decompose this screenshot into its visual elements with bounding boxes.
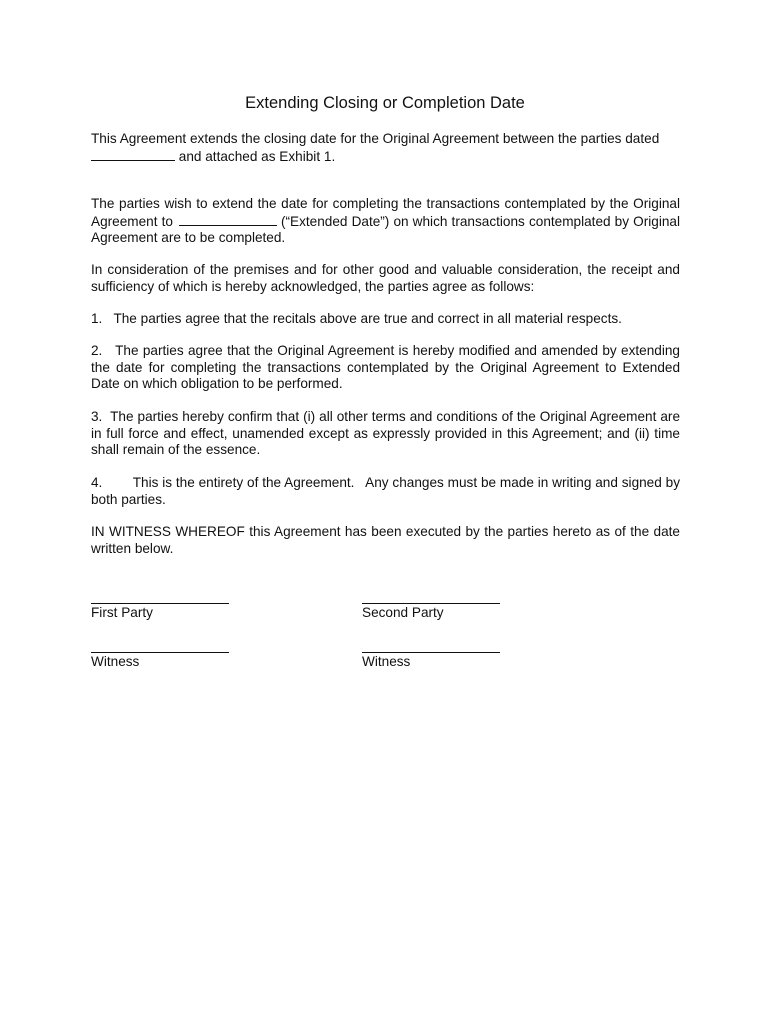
clause-text: The parties agree that the recitals above are true and correct in all material respects. xyxy=(113,311,622,326)
extension-text-after: (“Extended Date”) on which transactions contemplated by Original Agreement are to be completed. xyxy=(91,213,680,246)
first-party-signature-line[interactable] xyxy=(91,603,229,604)
witness-right-signature-line[interactable] xyxy=(362,652,500,653)
clause-text: The parties agree that the Original Agreement is hereby modified and amended by extending the date for completing the transactions contemplated by the Original Agreement to Extended Date on which obligation to be performed. xyxy=(91,343,680,392)
document-title: Extending Closing or Completion Date xyxy=(245,94,525,112)
clause-number: 2. xyxy=(91,343,103,358)
clause-1 xyxy=(91,311,680,328)
consideration-paragraph: In consideration of the premises and for other good and valuable consideration, the receipt and sufficiency of which is hereby acknowledged, the parties agree as follows: xyxy=(91,262,680,294)
witness-clause: IN WITNESS WHEREOF this Agreement has been executed by the parties hereto as of the date written below. xyxy=(91,524,680,556)
extended-date-blank-field[interactable] xyxy=(179,213,277,226)
witness-right-label: Witness xyxy=(362,654,411,669)
clause-text: This is the entirety of the Agreement. Any changes must be made in writing and signed by both parties. xyxy=(91,475,684,507)
intro-text: This Agreement extends the closing date for the Original Agreement between the parties dated xyxy=(91,131,660,146)
clause-number: 1. xyxy=(91,311,103,326)
clause-text: The parties hereby confirm that (i) all other terms and conditions of the Original Agreement are in full force and effect, unamended except as expressly provided in this Agreement; and (ii) time shall remain of the essence. xyxy=(91,409,681,458)
extension-text: The parties wish to extend the date for completing the transactions contemplated by the Original Agreement to xyxy=(91,196,680,229)
intro-text-after: and attached as Exhibit 1. xyxy=(178,148,336,164)
witness-left-label: Witness xyxy=(91,654,140,669)
intro-paragraph xyxy=(91,131,680,165)
second-party-label: Second Party xyxy=(362,605,444,620)
extension-paragraph xyxy=(91,196,680,247)
witness-left-signature-line[interactable] xyxy=(91,652,229,653)
clause-2 xyxy=(91,343,680,393)
first-party-label: First Party xyxy=(91,605,153,620)
clause-3 xyxy=(91,409,680,459)
clause-4 xyxy=(91,475,684,508)
clause-number: 3. xyxy=(91,409,103,424)
clause-number: 4. xyxy=(91,475,103,490)
second-party-signature-line[interactable] xyxy=(362,603,500,604)
date-blank-field[interactable] xyxy=(91,148,175,161)
